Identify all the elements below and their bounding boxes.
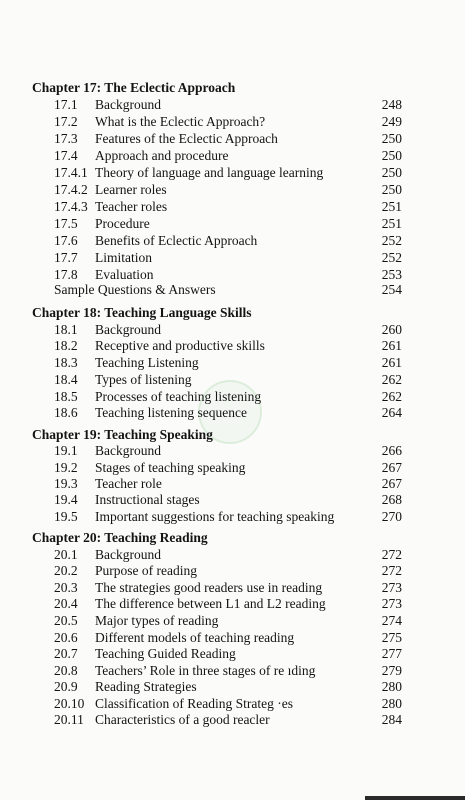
toc-entry: 18.2 Receptive and productive skills 261: [54, 338, 402, 353]
chapter-heading: Chapter 17: The Eclectic Approach: [32, 80, 236, 95]
toc-entry: 17.8 Evaluation 253: [54, 267, 402, 282]
toc-entry: 18.5 Processes of teaching listening 262: [54, 389, 402, 404]
toc-entry: 17.5 Procedure 251: [54, 216, 402, 231]
toc-entry: 20.5 Major types of reading 274: [54, 613, 402, 628]
toc-entry: 19.3 Teacher role 267: [54, 476, 402, 491]
page-edge-shadow: [365, 796, 465, 800]
toc-entry: 20.6 Different models of teaching reading 275: [54, 630, 402, 645]
toc-entry: 17.2 What is the Eclectic Approach? 249: [54, 114, 402, 129]
toc-entry: 18.1 Background 260: [54, 322, 402, 337]
toc-entry: 17.7 Limitation 252: [54, 250, 402, 265]
toc-entry: 20.8 Teachers’ Role in three stages of re ıding 279: [54, 663, 402, 678]
toc-entry: 19.2 Stages of teaching speaking 267: [54, 460, 402, 475]
chapter-heading: Chapter 19: Teaching Speaking: [32, 427, 213, 442]
toc-entry: 20.3 The strategies good readers use in reading 273: [54, 580, 402, 595]
toc-entry: 19.5 Important suggestions for teaching speaking 270: [54, 509, 402, 524]
toc-entry: 20.2 Purpose of reading 272: [54, 563, 402, 578]
toc-entry: 18.6 Teaching listening sequence 264: [54, 405, 402, 420]
toc-entry: 20.1 Background 272: [54, 547, 402, 562]
toc-entry: 17.1 Background 248: [54, 97, 402, 112]
chapter-heading: Chapter 20: Teaching Reading: [32, 530, 208, 545]
toc-entry: 17.3 Features of the Eclectic Approach 250: [54, 131, 402, 146]
toc-entry: 17.4.2 Learner roles 250: [54, 182, 402, 197]
toc-entry: 17.4 Approach and procedure 250: [54, 148, 402, 163]
toc-entry: 19.4 Instructional stages 268: [54, 492, 402, 507]
toc-entry: 20.7 Teaching Guided Reading 277: [54, 646, 402, 661]
toc-entry: 18.4 Types of listening 262: [54, 372, 402, 387]
toc-entry: 17.6 Benefits of Eclectic Approach 252: [54, 233, 402, 248]
toc-entry: 17.4.1 Theory of language and language learning 250: [54, 165, 402, 180]
toc-entry: 20.9 Reading Strategies 280: [54, 679, 402, 694]
toc-entry: 17.4.3 Teacher roles 251: [54, 199, 402, 214]
toc-entry: 18.3 Teaching Listening 261: [54, 355, 402, 370]
toc-entry: Sample Questions & Answers 254: [54, 282, 402, 297]
toc-entry: 20.11 Characteristics of a good reacler 284: [54, 712, 402, 727]
toc-entry: 20.4 The difference between L1 and L2 reading 273: [54, 596, 402, 611]
toc-entry: 19.1 Background 266: [54, 443, 402, 458]
toc-entry: 20.10 Classification of Reading Strateg ·es 280: [54, 696, 402, 711]
chapter-heading: Chapter 18: Teaching Language Skills: [32, 305, 252, 320]
